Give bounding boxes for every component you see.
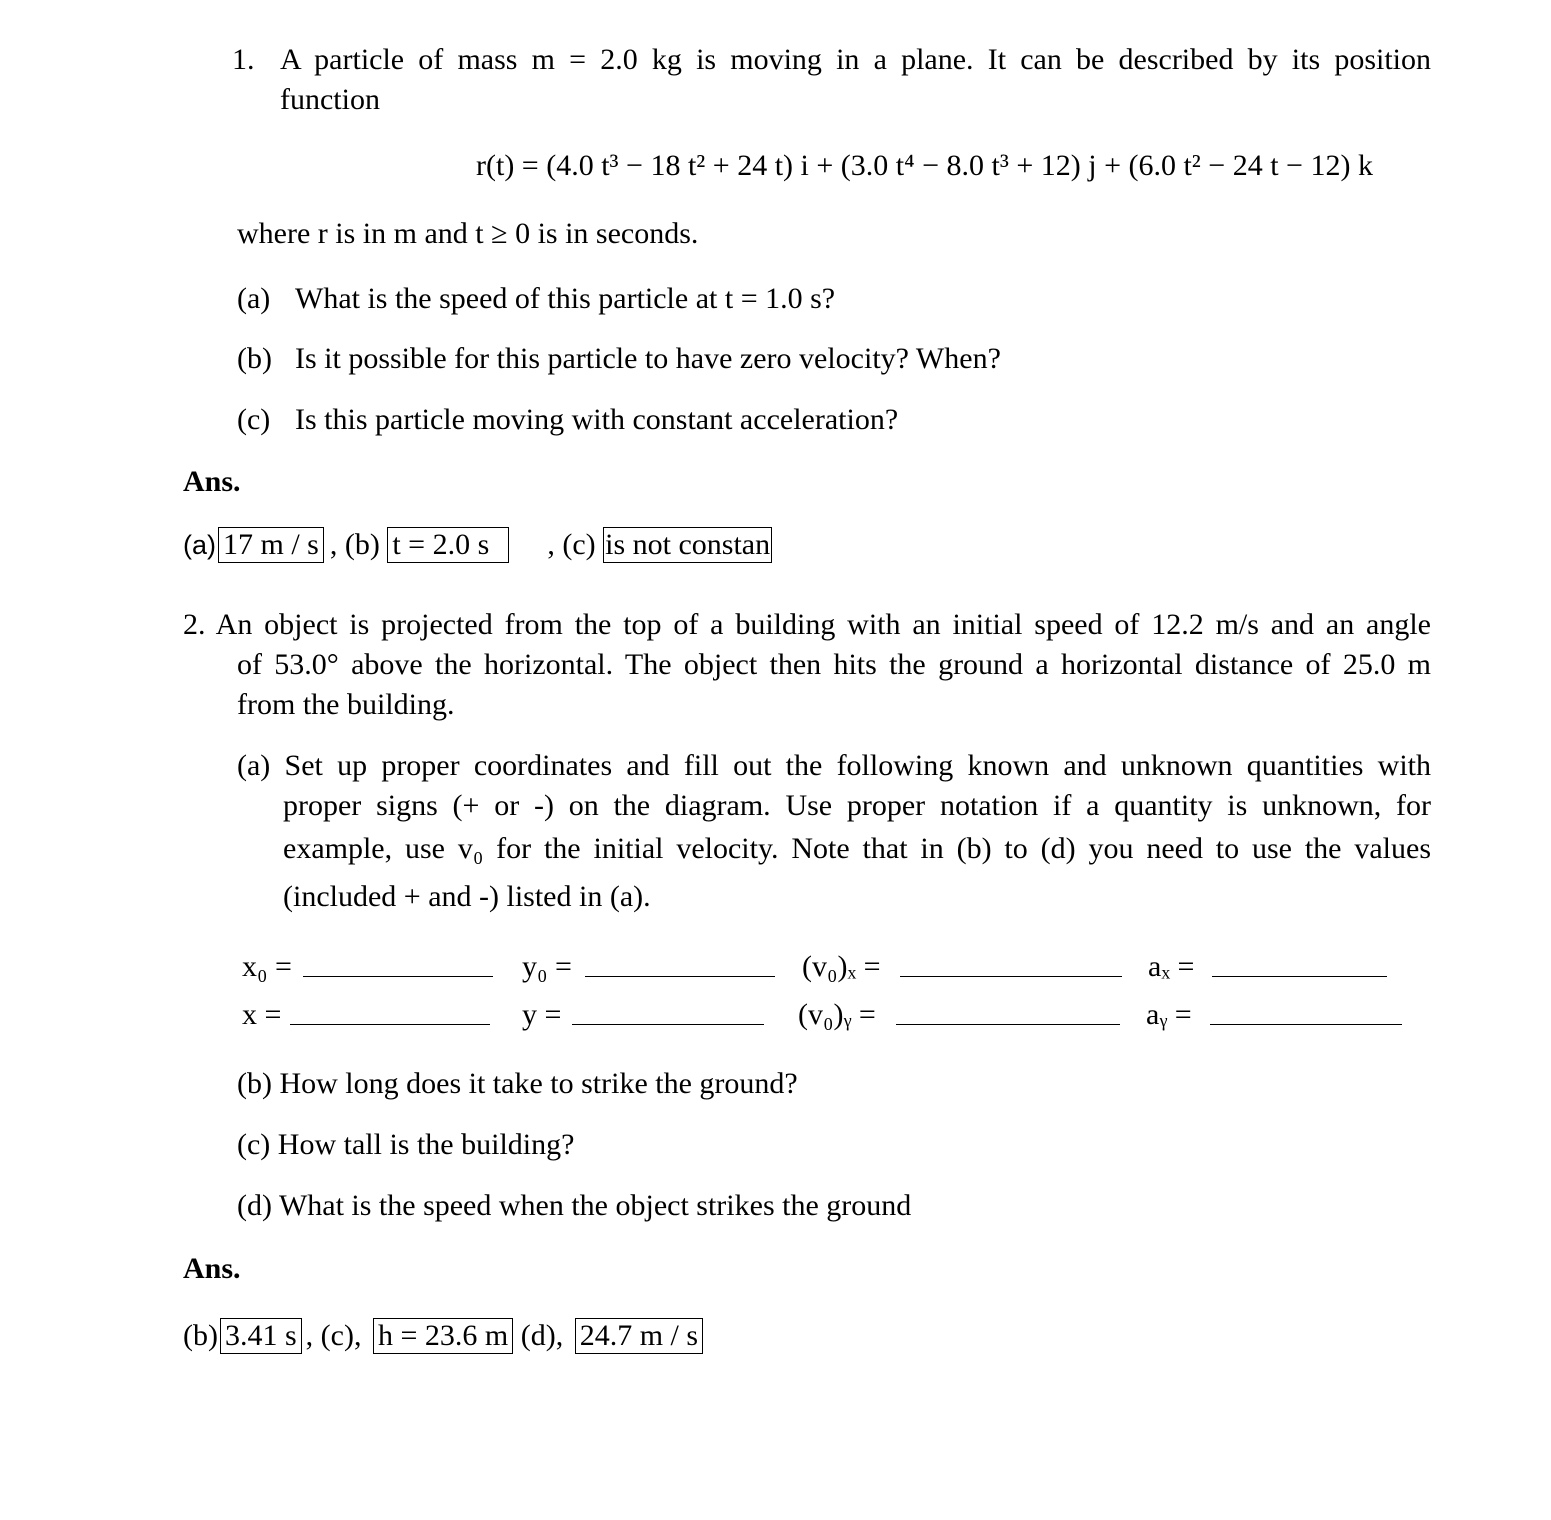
q1-answer-b-box: t = 2.0 s — [387, 527, 509, 563]
q2-statement-line2: of 53.0° above the horizontal. The object then hits the ground a horizontal distance of 25.0 m — [237, 648, 1431, 681]
q1-where-text: where r is in m and t ≥ 0 is in seconds. — [237, 217, 699, 250]
q1-statement-line1: A particle of mass m = 2.0 kg is moving in a plane. It can be described by its position — [280, 43, 1431, 76]
q2-part-a-line4: (included + and -) listed in (a). — [283, 880, 651, 913]
field-x0-blank[interactable] — [303, 950, 493, 977]
q2-part-a-line3: example, use v₀ for the initial velocity. Note that in (b) to (d) you need to use the values — [283, 832, 1431, 865]
field-v0y-label: (v₀)ᵧ = — [798, 998, 876, 1031]
field-y0-label: y₀ = — [522, 950, 572, 983]
field-ay-label: aᵧ = — [1146, 998, 1192, 1031]
q1-part-c-text: Is this particle moving with constant acceleration? — [295, 403, 899, 436]
q2-part-a-line2: proper signs (+ or -) on the diagram. Use proper notation if a quantity is unknown, for — [283, 789, 1431, 822]
field-y-label: y = — [522, 998, 562, 1031]
field-v0x-label: (v₀)ₓ = — [802, 950, 881, 983]
q1-number: 1. — [232, 43, 255, 76]
q1-statement-line2: function — [280, 83, 380, 116]
q2-part-a-line1: (a) Set up proper coordinates and fill out the following known and unknown quantities with — [237, 749, 1431, 782]
field-y-blank[interactable] — [572, 998, 764, 1025]
q2-answer-b-label: (b) — [183, 1319, 218, 1352]
q2-answer-b-box: 3.41 s — [220, 1318, 302, 1354]
q1-position-equation: r(t) = (4.0 t³ − 18 t² + 24 t) i + (3.0 t⁴ − 8.0 t³ + 12) j + (6.0 t² − 24 t − 12) k — [476, 149, 1373, 182]
q1-ans-label: Ans. — [183, 465, 241, 498]
field-v0y-blank[interactable] — [896, 998, 1120, 1025]
field-y0-blank[interactable] — [585, 950, 775, 977]
q2-answer-c-label: , (c), — [305, 1319, 362, 1352]
q1-answer-b-label: , (b) — [329, 528, 380, 561]
q1-answer-a-box: 17 m / s — [218, 527, 324, 563]
field-ax-blank[interactable] — [1212, 950, 1387, 977]
q2-statement-line3: from the building. — [237, 688, 455, 721]
field-x-label: x = — [242, 998, 282, 1031]
field-ay-blank[interactable] — [1210, 998, 1402, 1025]
q2-part-c-text: (c) How tall is the building? — [237, 1128, 575, 1161]
q1-part-c-label: (c) — [237, 403, 271, 436]
field-x-blank[interactable] — [290, 998, 490, 1025]
q2-ans-label: Ans. — [183, 1252, 241, 1285]
q1-answer-row — [183, 527, 772, 563]
q1-part-b-label: (b) — [237, 342, 272, 375]
q1-part-a-label: (a) — [237, 282, 271, 315]
q2-part-d-text: (d) What is the speed when the object strikes the ground — [237, 1189, 912, 1222]
q1-answer-c-label: , (c) — [547, 528, 596, 561]
field-ax-label: aₓ = — [1148, 950, 1195, 983]
field-v0x-blank[interactable] — [900, 950, 1122, 977]
q1-part-b-text: Is it possible for this particle to have zero velocity? When? — [295, 342, 1001, 375]
q2-answer-d-box: 24.7 m / s — [575, 1318, 703, 1354]
q2-answer-row — [183, 1318, 703, 1354]
q2-answer-c-box: h = 23.6 m — [373, 1318, 513, 1354]
q2-part-b-text: (b) How long does it take to strike the ground? — [237, 1067, 798, 1100]
q1-answer-a-label: (a) — [183, 530, 216, 560]
q1-part-a-text: What is the speed of this particle at t = 1.0 s? — [295, 282, 836, 315]
field-x0-label: x₀ = — [242, 950, 292, 983]
q2-answer-d-label: (d), — [520, 1319, 564, 1352]
q1-answer-c-box: is not constan — [605, 528, 771, 561]
q2-statement-line1: 2. An object is projected from the top of a building with an initial speed of 12.2 m/s and an angle — [183, 608, 1431, 641]
